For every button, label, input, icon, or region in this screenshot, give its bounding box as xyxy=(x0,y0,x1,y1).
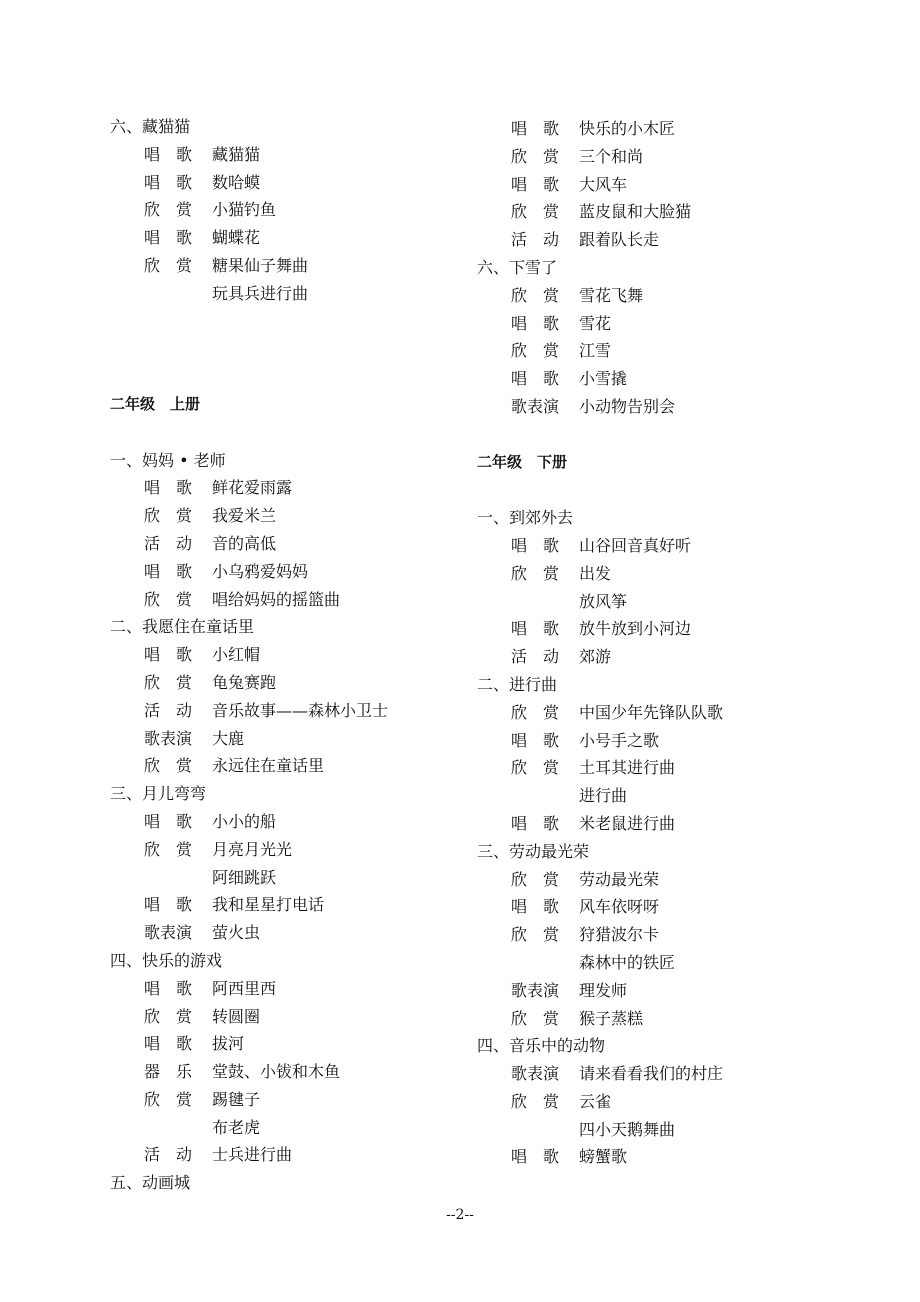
unit-title: 四、音乐中的动物 xyxy=(477,1036,606,1056)
lesson-title: 萤火虫 xyxy=(212,923,261,943)
lesson-row xyxy=(477,310,877,338)
lesson-row xyxy=(110,1086,470,1114)
spacer xyxy=(110,335,470,363)
lesson-row xyxy=(110,530,470,558)
lesson-type: 欣 赏 xyxy=(144,200,193,220)
lesson-row xyxy=(110,1003,470,1031)
lesson-title: 阿西里西 xyxy=(212,978,277,998)
lesson-row xyxy=(477,727,877,755)
lesson-row xyxy=(110,502,470,530)
lesson-type: 唱 歌 xyxy=(144,645,193,665)
lesson-title: 理发师 xyxy=(579,980,628,1000)
lesson-type: 唱 歌 xyxy=(144,811,193,831)
lesson-type: 欣 赏 xyxy=(144,506,193,526)
lesson-title: 跟着队长走 xyxy=(579,230,660,250)
lesson-title: 我和星星打电话 xyxy=(212,895,325,915)
lesson-type: 歌表演 xyxy=(511,1064,560,1084)
lesson-row xyxy=(477,1060,877,1088)
lesson-title: 藏猫猫 xyxy=(212,144,261,164)
lesson-row xyxy=(477,171,877,199)
lesson-row xyxy=(477,532,877,560)
lesson-type: 活 动 xyxy=(511,230,560,250)
lesson-type: 歌表演 xyxy=(511,980,560,1000)
lesson-row xyxy=(110,752,470,780)
lesson-type: 欣 赏 xyxy=(511,285,560,305)
lesson-title: 士兵进行曲 xyxy=(212,1145,293,1165)
lesson-type: 唱 歌 xyxy=(511,813,560,833)
lesson-row xyxy=(477,115,877,143)
lesson-type: 唱 歌 xyxy=(511,897,560,917)
lesson-title: 阿细跳跃 xyxy=(212,867,277,887)
right-column xyxy=(477,115,877,1171)
lesson-row xyxy=(477,1116,877,1144)
lesson-title: 螃蟹歌 xyxy=(579,1147,628,1167)
lesson-row xyxy=(477,198,877,226)
lesson-title: 蓝皮鼠和大脸猫 xyxy=(579,202,692,222)
lesson-type: 唱 歌 xyxy=(511,313,560,333)
unit-title: 一、妈妈 • 老师 xyxy=(110,450,226,470)
lesson-row xyxy=(477,365,877,393)
lesson-row xyxy=(477,226,877,254)
lesson-type: 欣 赏 xyxy=(511,202,560,222)
lesson-row xyxy=(110,1114,470,1142)
lesson-type: 唱 歌 xyxy=(511,119,560,138)
lesson-type: 歌表演 xyxy=(144,728,193,748)
lesson-row xyxy=(477,866,877,894)
lesson-row xyxy=(110,891,470,919)
lesson-title: 小乌鸦爱妈妈 xyxy=(212,561,309,581)
spacer xyxy=(110,308,470,336)
lesson-title: 蝴蝶花 xyxy=(212,228,261,248)
lesson-title: 四小天鹅舞曲 xyxy=(579,1119,676,1139)
lesson-title: 猴子蒸糕 xyxy=(579,1008,644,1028)
lesson-row xyxy=(110,280,470,308)
lesson-row xyxy=(110,808,470,836)
lesson-title: 龟兔赛跑 xyxy=(212,672,277,692)
lesson-row xyxy=(477,699,877,727)
lesson-row xyxy=(477,143,877,171)
lesson-title: 劳动最光荣 xyxy=(579,869,660,889)
unit-title: 四、快乐的游戏 xyxy=(110,950,223,970)
lesson-type: 唱 歌 xyxy=(511,369,560,389)
lesson-row xyxy=(477,810,877,838)
lesson-title: 我爱米兰 xyxy=(212,506,277,526)
lesson-title: 放牛放到小河边 xyxy=(579,619,692,639)
lesson-type: 活 动 xyxy=(144,700,193,720)
lesson-row xyxy=(477,643,877,671)
lesson-type: 活 动 xyxy=(144,1145,193,1165)
lesson-type: 欣 赏 xyxy=(144,255,193,275)
lesson-type: 欣 赏 xyxy=(511,869,560,889)
lesson-type: 唱 歌 xyxy=(144,172,193,192)
lesson-type: 歌表演 xyxy=(144,923,193,943)
unit-title: 六、下雪了 xyxy=(477,257,558,277)
lesson-row xyxy=(110,224,470,252)
lesson-type: 欣 赏 xyxy=(511,702,560,722)
lesson-type: 唱 歌 xyxy=(144,478,193,498)
lesson-row xyxy=(110,141,470,169)
lesson-title: 布老虎 xyxy=(212,1117,261,1137)
lesson-type: 器 乐 xyxy=(144,1062,193,1082)
lesson-row xyxy=(110,586,470,614)
lesson-row xyxy=(477,1088,877,1116)
lesson-type: 唱 歌 xyxy=(144,1034,193,1054)
lesson-row xyxy=(110,558,470,586)
lesson-title: 唱给妈妈的摇篮曲 xyxy=(212,589,341,609)
lesson-row xyxy=(110,1058,470,1086)
spacer xyxy=(477,476,877,504)
lesson-title: 糖果仙子舞曲 xyxy=(212,255,309,275)
lesson-row xyxy=(477,1143,877,1171)
lesson-title: 小动物告别会 xyxy=(579,396,676,416)
lesson-title: 放风筝 xyxy=(579,591,628,611)
lesson-type: 欣 赏 xyxy=(144,1089,193,1109)
lesson-title: 江雪 xyxy=(579,341,612,361)
lesson-row xyxy=(477,893,877,921)
unit-title: 二、我愿住在童话里 xyxy=(110,617,255,637)
grade-heading: 二年级 下册 xyxy=(477,452,568,471)
lesson-row xyxy=(477,977,877,1005)
lesson-type: 唱 歌 xyxy=(511,1147,560,1167)
spacer xyxy=(110,419,470,447)
lesson-type: 唱 歌 xyxy=(511,730,560,750)
lesson-title: 米老鼠进行曲 xyxy=(579,813,676,833)
lesson-row xyxy=(477,588,877,616)
lesson-title: 堂鼓、小钹和木鱼 xyxy=(212,1062,341,1082)
lesson-row xyxy=(110,919,470,947)
lesson-row xyxy=(477,282,877,310)
lesson-row xyxy=(110,474,470,502)
lesson-type: 欣 赏 xyxy=(511,1008,560,1028)
lesson-type: 欣 赏 xyxy=(144,839,193,859)
lesson-row xyxy=(477,949,877,977)
lesson-title: 音乐故事——森林小卫士 xyxy=(212,700,389,720)
lesson-row xyxy=(477,615,877,643)
lesson-type: 歌表演 xyxy=(511,396,560,416)
lesson-title: 请来看看我们的村庄 xyxy=(579,1064,724,1084)
lesson-title: 小小的船 xyxy=(212,811,277,831)
lesson-title: 云雀 xyxy=(579,1091,612,1111)
lesson-row xyxy=(110,864,470,892)
lesson-type: 唱 歌 xyxy=(144,228,193,248)
lesson-title: 小红帽 xyxy=(212,645,261,665)
lesson-type: 欣 赏 xyxy=(511,1091,560,1111)
lesson-row xyxy=(110,725,470,753)
lesson-title: 转圆圈 xyxy=(212,1006,261,1026)
lesson-title: 拔河 xyxy=(212,1034,245,1054)
lesson-title: 鲜花爱雨露 xyxy=(212,478,293,498)
lesson-type: 欣 赏 xyxy=(144,589,193,609)
lesson-title: 小猫钓鱼 xyxy=(212,200,277,220)
unit-title: 六、藏猫猫 xyxy=(110,117,191,136)
lesson-title: 进行曲 xyxy=(579,786,628,806)
grade-heading: 二年级 上册 xyxy=(110,394,201,413)
lesson-row xyxy=(110,1141,470,1169)
lesson-title: 出发 xyxy=(579,563,612,583)
lesson-type: 欣 赏 xyxy=(511,341,560,361)
lesson-type: 唱 歌 xyxy=(144,144,193,164)
lesson-row xyxy=(110,836,470,864)
lesson-row xyxy=(477,754,877,782)
lesson-type: 欣 赏 xyxy=(511,563,560,583)
lesson-type: 活 动 xyxy=(511,647,560,667)
unit-title: 一、到郊外去 xyxy=(477,508,574,528)
unit-title: 三、劳动最光荣 xyxy=(477,841,590,861)
lesson-row xyxy=(477,782,877,810)
lesson-title: 雪花 xyxy=(579,313,612,333)
lesson-title: 月亮月光光 xyxy=(212,839,293,859)
left-column xyxy=(110,113,470,1197)
lesson-type: 欣 赏 xyxy=(511,146,560,166)
lesson-row xyxy=(110,669,470,697)
lesson-row xyxy=(110,697,470,725)
lesson-title: 大鹿 xyxy=(212,728,245,748)
lesson-title: 小号手之歌 xyxy=(579,730,660,750)
lesson-title: 郊游 xyxy=(579,647,612,667)
lesson-row xyxy=(110,1030,470,1058)
lesson-type: 欣 赏 xyxy=(144,672,193,692)
lesson-title: 森林中的铁匠 xyxy=(579,952,676,972)
lesson-row xyxy=(477,393,877,421)
lesson-type: 唱 歌 xyxy=(511,174,560,194)
lesson-row xyxy=(110,196,470,224)
lesson-title: 山谷回音真好听 xyxy=(579,535,692,555)
spacer xyxy=(110,363,470,391)
lesson-title: 玩具兵进行曲 xyxy=(212,283,309,303)
lesson-title: 狩猎波尔卡 xyxy=(579,925,660,945)
lesson-title: 三个和尚 xyxy=(579,146,644,166)
lesson-row xyxy=(477,560,877,588)
lesson-title: 风车依呀呀 xyxy=(579,897,660,917)
lesson-title: 大风车 xyxy=(579,174,628,194)
lesson-title: 雪花飞舞 xyxy=(579,285,644,305)
lesson-type: 唱 歌 xyxy=(144,561,193,581)
lesson-row xyxy=(110,975,470,1003)
lesson-title: 中国少年先锋队队歌 xyxy=(579,702,724,722)
lesson-title: 数哈蟆 xyxy=(212,172,261,192)
lesson-type: 唱 歌 xyxy=(144,895,193,915)
spacer xyxy=(477,421,877,449)
lesson-row xyxy=(477,337,877,365)
lesson-row xyxy=(110,252,470,280)
page-number: --2-- xyxy=(446,1207,474,1223)
lesson-title: 永远住在童话里 xyxy=(212,756,325,776)
lesson-title: 小雪撬 xyxy=(579,369,628,389)
lesson-row xyxy=(477,1005,877,1033)
lesson-type: 唱 歌 xyxy=(144,978,193,998)
lesson-title: 快乐的小木匠 xyxy=(579,119,676,138)
lesson-row xyxy=(477,921,877,949)
lesson-type: 唱 歌 xyxy=(511,619,560,639)
lesson-type: 活 动 xyxy=(144,533,193,553)
lesson-type: 唱 歌 xyxy=(511,535,560,555)
lesson-type: 欣 赏 xyxy=(511,925,560,945)
lesson-type: 欣 赏 xyxy=(144,756,193,776)
lesson-title: 土耳其进行曲 xyxy=(579,758,676,778)
unit-title: 三、月儿弯弯 xyxy=(110,784,207,804)
lesson-type: 欣 赏 xyxy=(511,758,560,778)
lesson-title: 音的高低 xyxy=(212,533,277,553)
lesson-row xyxy=(110,169,470,197)
unit-title: 五、动画城 xyxy=(110,1173,191,1193)
unit-title: 二、进行曲 xyxy=(477,674,558,694)
lesson-title: 踢毽子 xyxy=(212,1089,261,1109)
lesson-type: 欣 赏 xyxy=(144,1006,193,1026)
lesson-row xyxy=(110,641,470,669)
